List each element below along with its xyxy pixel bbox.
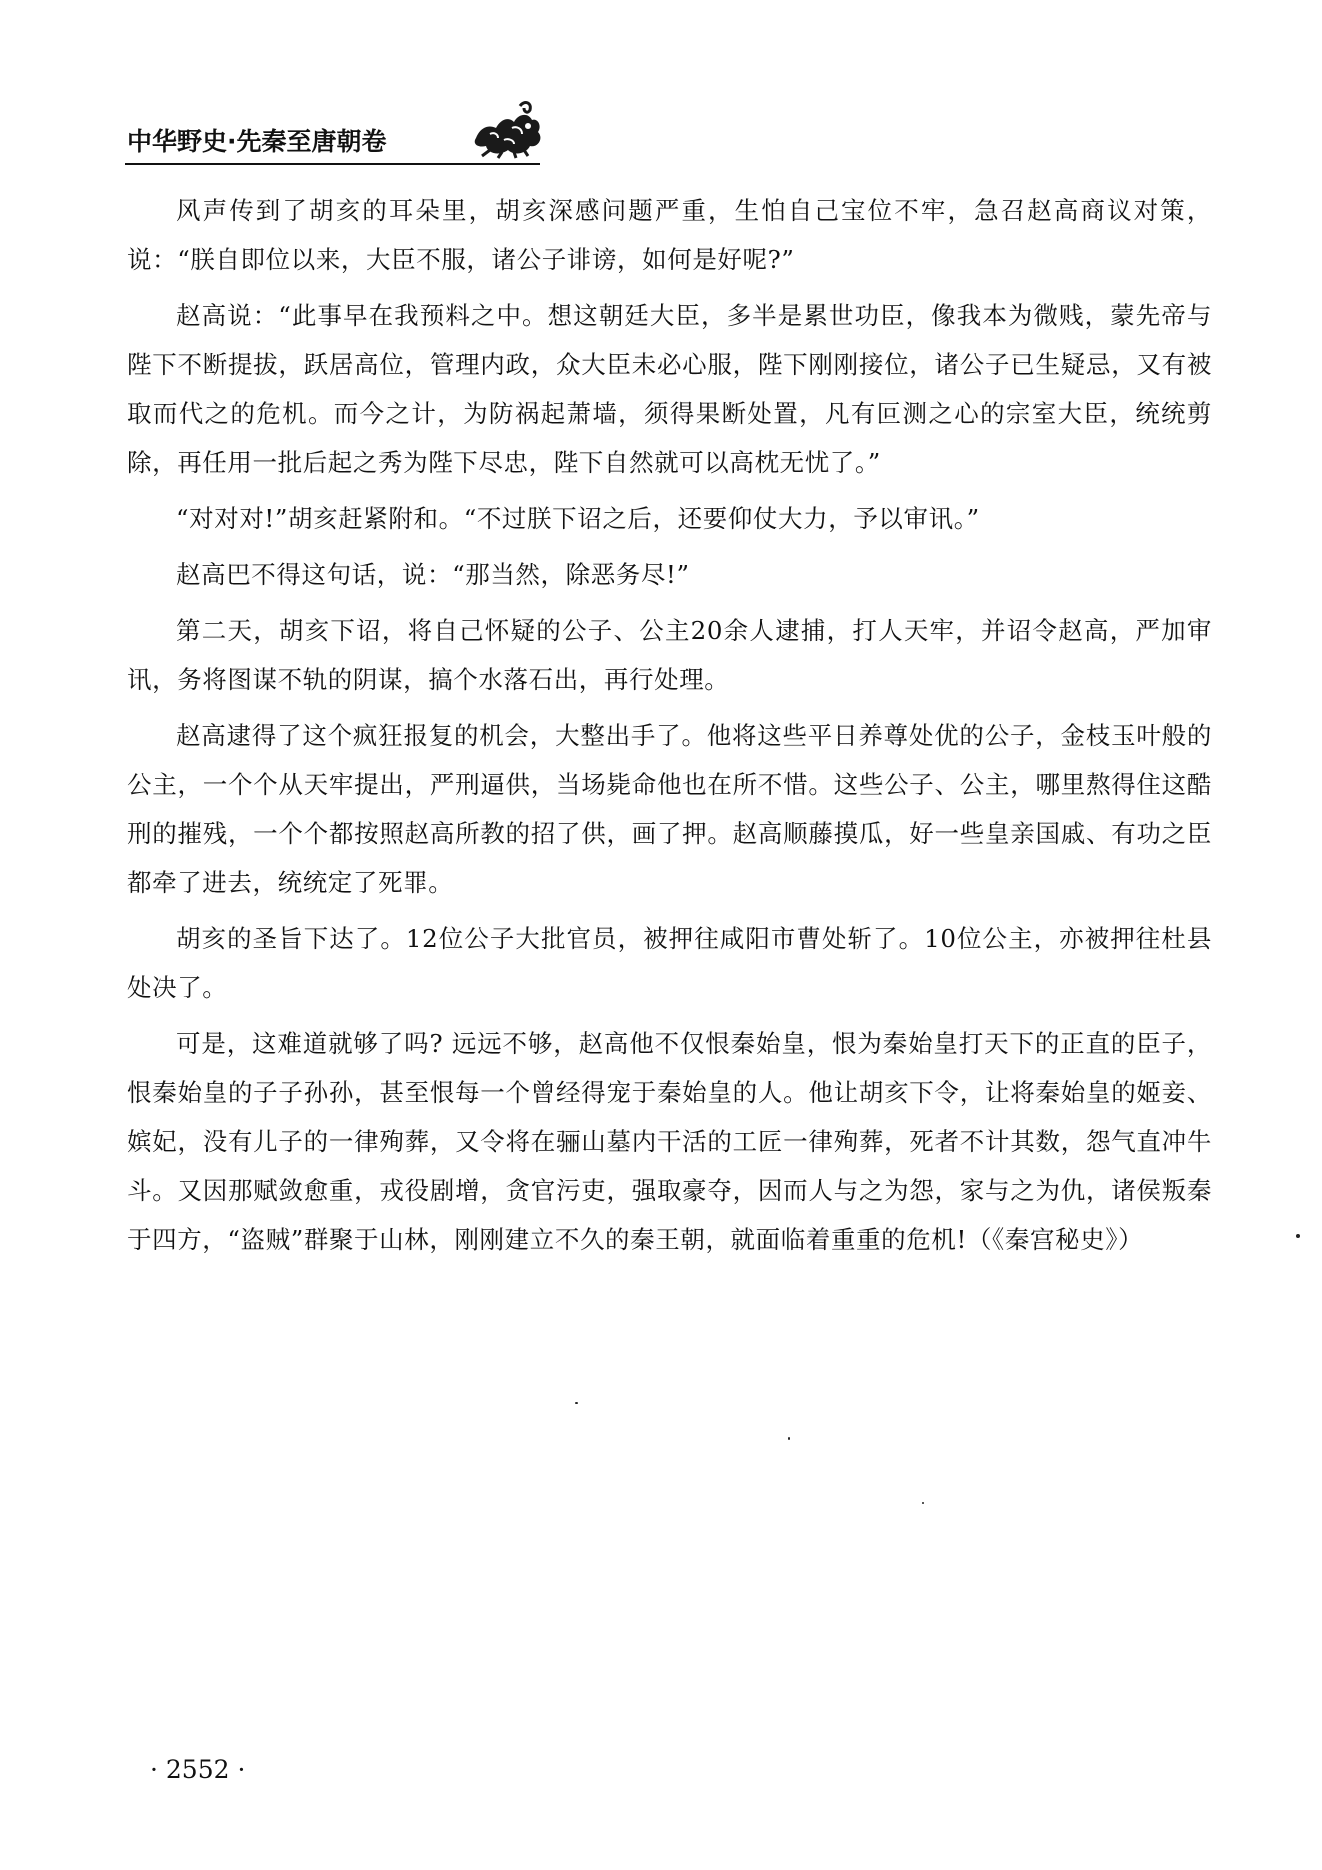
scan-speck: [575, 1402, 578, 1404]
paragraph-1: 风声传到了胡亥的耳朵里，胡亥深感问题严重，生怕自己宝位不牢，急召赵高商议对策，说：“朕自即位以来，大臣不服，诸公子诽谤，如何是好呢?”: [127, 196, 1212, 274]
paragraph-8: 可是，这难道就够了吗? 远远不够，赵高他不仅恨秦始皇，恨为秦始皇打天下的正直的臣子，恨秦始皇的子子孙孙，甚至恨每一个曾经得宠于秦始皇的人。他让胡亥下令，让将秦始皇的姬妾、嫔妃，没有儿子的一律殉葬，又令将在骊山墓内干活的工匠一律殉葬，死者不计其数，怨气直冲牛斗。又因那赋敛愈重，戎役剧增，贪官污吏，强取豪夺，因而人与之为怨，家与之为仇，诸侯叛秦于四方，“盗贼”群聚于山林，刚刚建立不久的秦王朝，就面临着重重的危机!（《秦宫秘史》）: [127, 1029, 1212, 1254]
paragraph-5: 第二天，胡亥下诏，将自己怀疑的公子、公主20余人逮捕，打人天牢，并诏令赵高，严加审讯，务将图谋不轨的阴谋，搞个水落石出，再行处理。: [127, 616, 1212, 694]
page-number: · 2552 ·: [150, 1755, 246, 1784]
book-title: 中华野史·先秦至唐朝卷: [127, 127, 387, 156]
paragraph-6: 赵高逮得了这个疯狂报复的机会，大整出手了。他将这些平日养尊处优的公子，金枝玉叶般的公主，一个个从天牢提出，严刑逼供，当场毙命他也在所不惜。这些公子、公主，哪里熬得住这酷刑的摧残，一个个都按照赵高所教的招了供，画了押。赵高顺藤摸瓜，好一些皇亲国戚、有功之臣都牵了进去，统统定了死罪。: [127, 721, 1212, 897]
dragon-emblem-icon: [468, 98, 546, 162]
scan-speck: [1296, 1234, 1300, 1238]
article-body: [127, 186, 1212, 1271]
paragraph-4: 赵高巴不得这句话，说：“那当然，除恶务尽!”: [176, 560, 690, 589]
paragraph-2: 赵高说：“此事早在我预料之中。想这朝廷大臣，多半是累世功臣，像我本为微贱，蒙先帝与陛下不断提拔，跃居高位，管理内政，众大臣未必心服，陛下刚刚接位，诸公子已生疑忌，又有被取而代之的危机。而今之计，为防祸起萧墙，须得果断处置，凡有叵测之心的宗室大臣，统统剪除，再任用一批后起之秀为陛下尽忠，陛下自然就可以高枕无忧了。”: [127, 301, 1212, 477]
paragraph-3: “对对对!”胡亥赶紧附和。“不过朕下诏之后，还要仰仗大力，予以审讯。”: [176, 504, 980, 533]
header-rule: [125, 163, 540, 165]
scan-speck: [788, 1437, 790, 1440]
scan-speck: [922, 1502, 924, 1504]
paragraph-7: 胡亥的圣旨下达了。12位公子大批官员，被押往咸阳市曹处斩了。10位公主，亦被押往杜县处决了。: [127, 924, 1212, 1002]
